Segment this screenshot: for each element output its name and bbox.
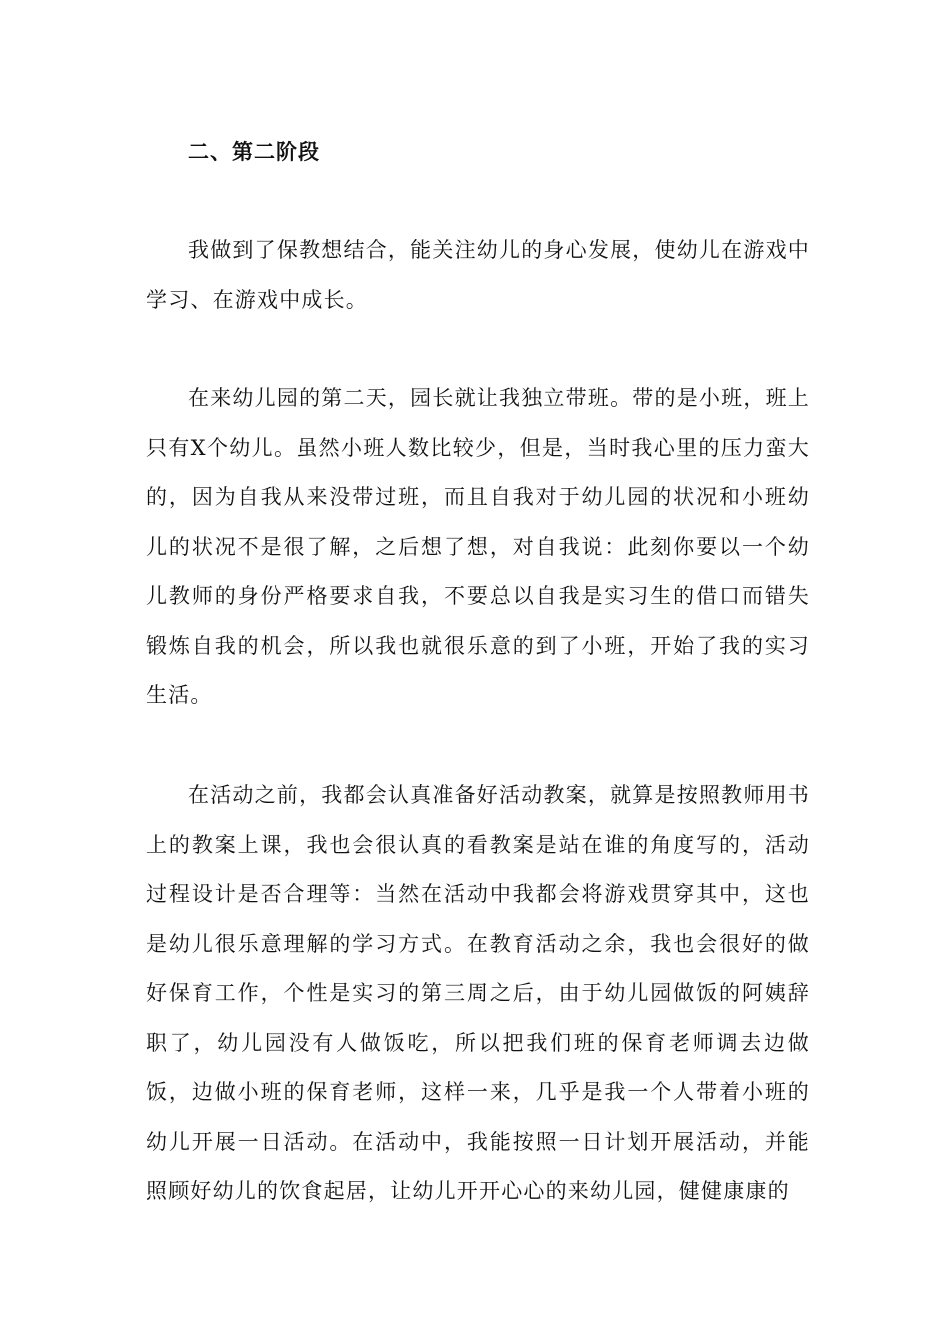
paragraph-3: 在活动之前，我都会认真准备好活动教案，就算是按照教师用书上的教案上课，我也会很认真的看教案是站在谁的角度写的，活动过程设计是否合理等：当然在活动中我都会将游戏贯穿其中，这也是幼儿很乐意理解的学习方式。在教育活动之余，我也会很好的做好保育工作，个性是实习的第三周之后，由于幼儿园做饭的阿姨辞职了，幼儿园没有人做饭吃，所以把我们班的保育老师调去边做饭，边做小班的保育老师，这样一来，几乎是我一个人带着小班的幼儿开展一日活动。在活动中，我能按照一日计划开展活动，并能照顾好幼儿的饮食起居，让幼儿开开心心的来幼儿园，健健康康的 [146, 783, 810, 1203]
section-heading: 二、第二阶段 [188, 139, 320, 164]
paragraph-1: 我做到了保教想结合，能关注幼儿的身心发展，使幼儿在游戏中学习、在游戏中成长。 [146, 238, 810, 312]
paragraph-2: 在来幼儿园的第二天，园长就让我独立带班。带的是小班，班上只有X个幼儿。虽然小班人数比较少，但是，当时我心里的压力蛮大的，因为自我从来没带过班，而且自我对于幼儿园的状况和小班幼儿的状况不是很了解，之后想了想，对自我说：此刻你要以一个幼儿教师的身份严格要求自我，不要总以自我是实习生的借口而错失锻炼自我的机会，所以我也就很乐意的到了小班，开始了我的实习生活。 [146, 386, 810, 707]
